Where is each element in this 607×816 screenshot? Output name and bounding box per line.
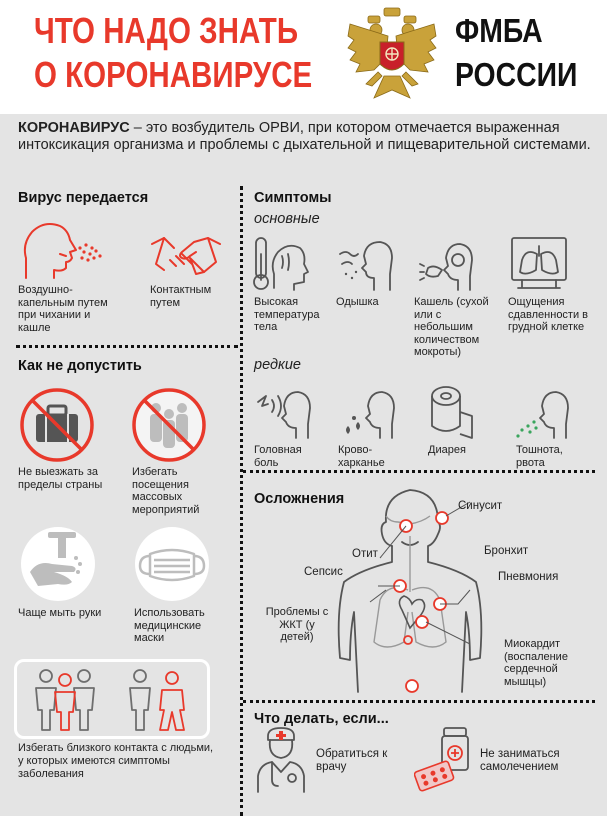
no-crowds-icon: [130, 386, 208, 464]
vertical-divider: [240, 186, 243, 816]
complication-gi: Проблемы с ЖКТ (у детей): [265, 606, 329, 643]
symptom-label-chest: Ощущения сдавленности в грудной клетке: [508, 296, 589, 333]
people-group-icon: [30, 666, 100, 732]
thermometer-icon: [252, 234, 312, 292]
medical-mask-icon: [132, 524, 212, 604]
complication-pneumonia: Пневмония: [498, 571, 559, 583]
transmission-label-contact: Контактным путем: [150, 284, 212, 309]
infographic-body: [0, 114, 607, 816]
title-line-1: ЧТО НАДО ЗНАТЬ: [34, 10, 299, 51]
org-line-1: ФМБА: [455, 12, 543, 49]
right-horizontal-divider-2: [243, 700, 595, 703]
handshake-icon: [150, 230, 222, 278]
complication-markers: [330, 482, 490, 696]
intro-text: – это возбудитель ОРВИ, при котором отмечается выраженная интоксикация организма и проблемы с дыхательной и пищеварительной системами.: [18, 120, 591, 153]
org-line-2: РОССИИ: [455, 56, 578, 93]
no-travel-suitcase-icon: [18, 386, 96, 464]
transmission-heading: Вирус передается: [18, 190, 149, 206]
chest-lungs-icon: [508, 234, 570, 292]
symptoms-rare-label: редкие: [254, 357, 301, 373]
headache-icon: [256, 382, 316, 440]
toilet-paper-icon: [426, 382, 476, 440]
complication-sepsis: Сепсис: [304, 566, 343, 578]
intro-paragraph: [18, 120, 596, 154]
complication-myocarditis: Миокардит (воспаление сердечной мышцы): [504, 638, 568, 688]
prevention-label-travel: Не выезжать за пределы страны: [18, 466, 103, 491]
prevention-label-crowds: Избегать посещения массовых мероприятий: [132, 466, 200, 516]
symptom-label-hemoptysis: Крово-харканье: [338, 444, 385, 469]
double-headed-eagle-emblem-icon: [344, 6, 440, 106]
title-line-2: О КОРОНАВИРУСЕ: [34, 54, 313, 95]
cough-icon: [414, 234, 474, 292]
nausea-icon: [512, 382, 574, 440]
sick-person-icon: [124, 666, 194, 732]
complication-sinusitis: Синусит: [458, 500, 503, 512]
hemoptysis-icon: [340, 382, 400, 440]
symptom-label-breath: Одышка: [336, 296, 379, 308]
complication-otitis: Отит: [352, 548, 378, 560]
shortness-of-breath-icon: [336, 234, 396, 292]
action-label-no-self-medication: Не заниматься самолечением: [480, 748, 560, 773]
symptom-label-headache: Головная боль: [254, 444, 302, 469]
prevention-label-handwash: Чаще мыть руки: [18, 607, 102, 619]
doctor-icon: [254, 726, 308, 794]
prevention-heading: Как не допустить: [18, 358, 142, 374]
action-label-doctor: Обратиться к врачу: [316, 748, 388, 773]
symptoms-main-label: основные: [254, 211, 320, 227]
complications-heading: Осложнения: [254, 491, 345, 507]
left-horizontal-divider: [16, 345, 238, 348]
symptoms-heading: Симптомы: [254, 190, 332, 206]
header: [0, 0, 607, 114]
complication-bronchitis: Бронхит: [484, 545, 529, 557]
right-horizontal-divider-1: [243, 470, 595, 473]
hand-washing-icon: [18, 524, 98, 604]
symptom-label-fever: Высокая температура тела: [254, 296, 320, 333]
prevention-label-mask: Использовать медицинские маски: [134, 607, 205, 644]
actions-heading: Что делать, если...: [254, 711, 389, 727]
symptom-label-nausea: Тошнота, рвота: [516, 444, 563, 469]
transmission-label-airborne: Воздушно-капельным путем при чихании и кашле: [18, 284, 108, 334]
symptom-label-diarrhea: Диарея: [428, 444, 466, 456]
intro-term: КОРОНАВИРУС: [18, 120, 130, 136]
symptom-label-cough: Кашель (сухой или с небольшим количеством мокроты): [414, 296, 489, 358]
sneezing-head-icon: [20, 218, 104, 280]
prevention-label-contact: Избегать близкого контакта с людьми, у которых имеются симптомы заболевания: [18, 742, 214, 780]
no-self-medication-icon: [414, 724, 476, 794]
